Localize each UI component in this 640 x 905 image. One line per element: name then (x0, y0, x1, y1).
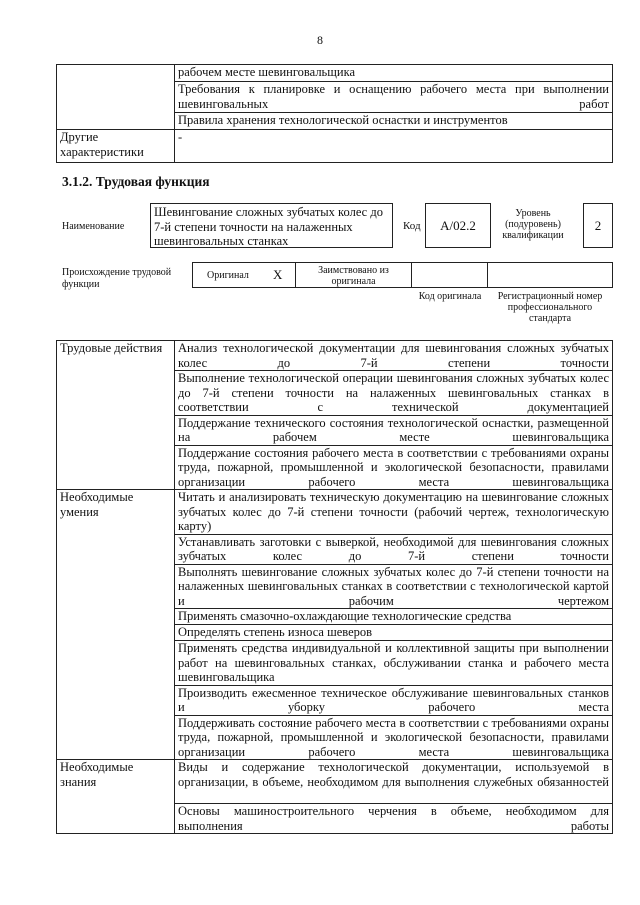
origin-label: Происхождение трудовой функции (62, 267, 172, 290)
table-cell: рабочем месте шевинговальщика (175, 65, 613, 82)
table-cell: Определять степень износа шеверов (175, 625, 613, 641)
reg-number-box (487, 262, 613, 288)
table-cell (175, 82, 613, 113)
table-cell (175, 341, 613, 371)
table-row (57, 65, 613, 82)
cell-text: Выполнение технологической операции шевингования сложных зубчатых колес до 7-й степени точности на налаженных шевинговальных станках в соответствии с технической документацией (178, 371, 609, 414)
table-row (57, 341, 613, 371)
table-cell (175, 415, 613, 445)
row-label: Трудовые действия (57, 341, 175, 490)
row-label: Другие характеристики (57, 130, 175, 163)
row-label: Необходимые умения (57, 490, 175, 760)
row-label: Необходимые знания (57, 760, 175, 834)
table-cell (175, 760, 613, 804)
cell-text: Выполнять шевингование сложных зубчатых колес до 7-й степени точности на налаженных шевинговальных станках в соответствии с технологической картой и рабочим чертежом (178, 564, 609, 608)
original-box (192, 262, 296, 288)
cell-text: Поддерживать состояние рабочего места в соответствии с требованиями охраны труда, пожарной, промышленной и экологической безопасности, правилами организации рабочего места шевинговальщика (178, 715, 609, 759)
name-value: Шевингование сложных зубчатых колес до 7-й степени точности на налаженных шевинговальных станках (154, 205, 383, 248)
reg-caption: Регистрационный номер профессионального стандарта (497, 291, 603, 324)
original-mark: X (273, 267, 283, 282)
function-table (56, 340, 613, 834)
borrowed-box (295, 262, 412, 288)
cell-text: Поддержание технического состояния технологической оснастки, размещенной на рабочем месте шевинговальщика (178, 415, 609, 444)
table-cell (175, 641, 613, 686)
empty-label-cell (57, 65, 175, 130)
table-cell (175, 371, 613, 416)
cell-text: Основы машиностроительного черчения в объеме, необходимом для выполнения работы (178, 804, 609, 833)
level-value: 2 (594, 218, 602, 233)
name-label: Наименование (62, 221, 125, 232)
cell-text: Производить ежесменное техническое обслуживание шевинговальных станков и уборку рабочего места (178, 685, 609, 714)
borrowed-label: Заимствовано из оригинала (318, 265, 389, 287)
table-cell (175, 715, 613, 760)
original-label: Оригинал (207, 270, 249, 281)
cell-text: Поддержание состояния рабочего места в соответствии с требованиями охраны труда, пожарной, промышленной и экологической безопасности, правилами организации рабочего места шевинговальщика (178, 445, 609, 489)
table-cell: - (175, 130, 613, 163)
table-cell (175, 490, 613, 535)
page-number: 8 (317, 33, 323, 47)
code-caption: Код оригинала (418, 291, 482, 302)
cell-text: Читать и анализировать техническую документацию на шевингование сложных зубчатых колес до 7-й степени точности (рабочий чертеж, технологическую карту) (178, 490, 609, 533)
cell-text: Анализ технологической документации для шевингования сложных зубчатых колес до 7-й степени точности (178, 341, 609, 370)
table-row (57, 130, 613, 163)
cell-text: Устанавливать заготовки с выверкой, необходимой для шевингования сложных зубчатых колес до 7-й степени точности (178, 534, 609, 563)
table-cell (175, 534, 613, 564)
origin-code-box (411, 262, 488, 288)
code-label: Код (403, 220, 421, 232)
cell-text: Применять средства индивидуальной и коллективной защиты при выполнении работ на шевинговальных станках, обслуживании станка и рабочего места шевинговальщика (178, 641, 609, 684)
table-row (57, 760, 613, 804)
continuation-table (56, 64, 613, 163)
table-row (57, 490, 613, 535)
table-cell: Применять смазочно-охлаждающие технологические средства (175, 609, 613, 625)
cell-text: Виды и содержание технологической документации, используемой в организации, в объеме, необходимом для выполнения служебных обязанностей (178, 760, 609, 789)
code-value: А/02.2 (440, 218, 476, 233)
table-cell (175, 564, 613, 609)
table-cell (175, 804, 613, 834)
table-cell (175, 685, 613, 715)
code-box (425, 203, 491, 248)
cell-text: Требования к планировке и оснащению рабочего места при выполнении шевинговальных работ (178, 82, 609, 111)
table-cell: Правила хранения технологической оснастки и инструментов (175, 113, 613, 130)
table-cell (175, 445, 613, 490)
level-label: Уровень (подуровень) квалификации (502, 208, 564, 241)
section-title: 3.1.2. Трудовая функция (62, 174, 210, 189)
name-box (150, 203, 393, 248)
level-box (583, 203, 613, 248)
